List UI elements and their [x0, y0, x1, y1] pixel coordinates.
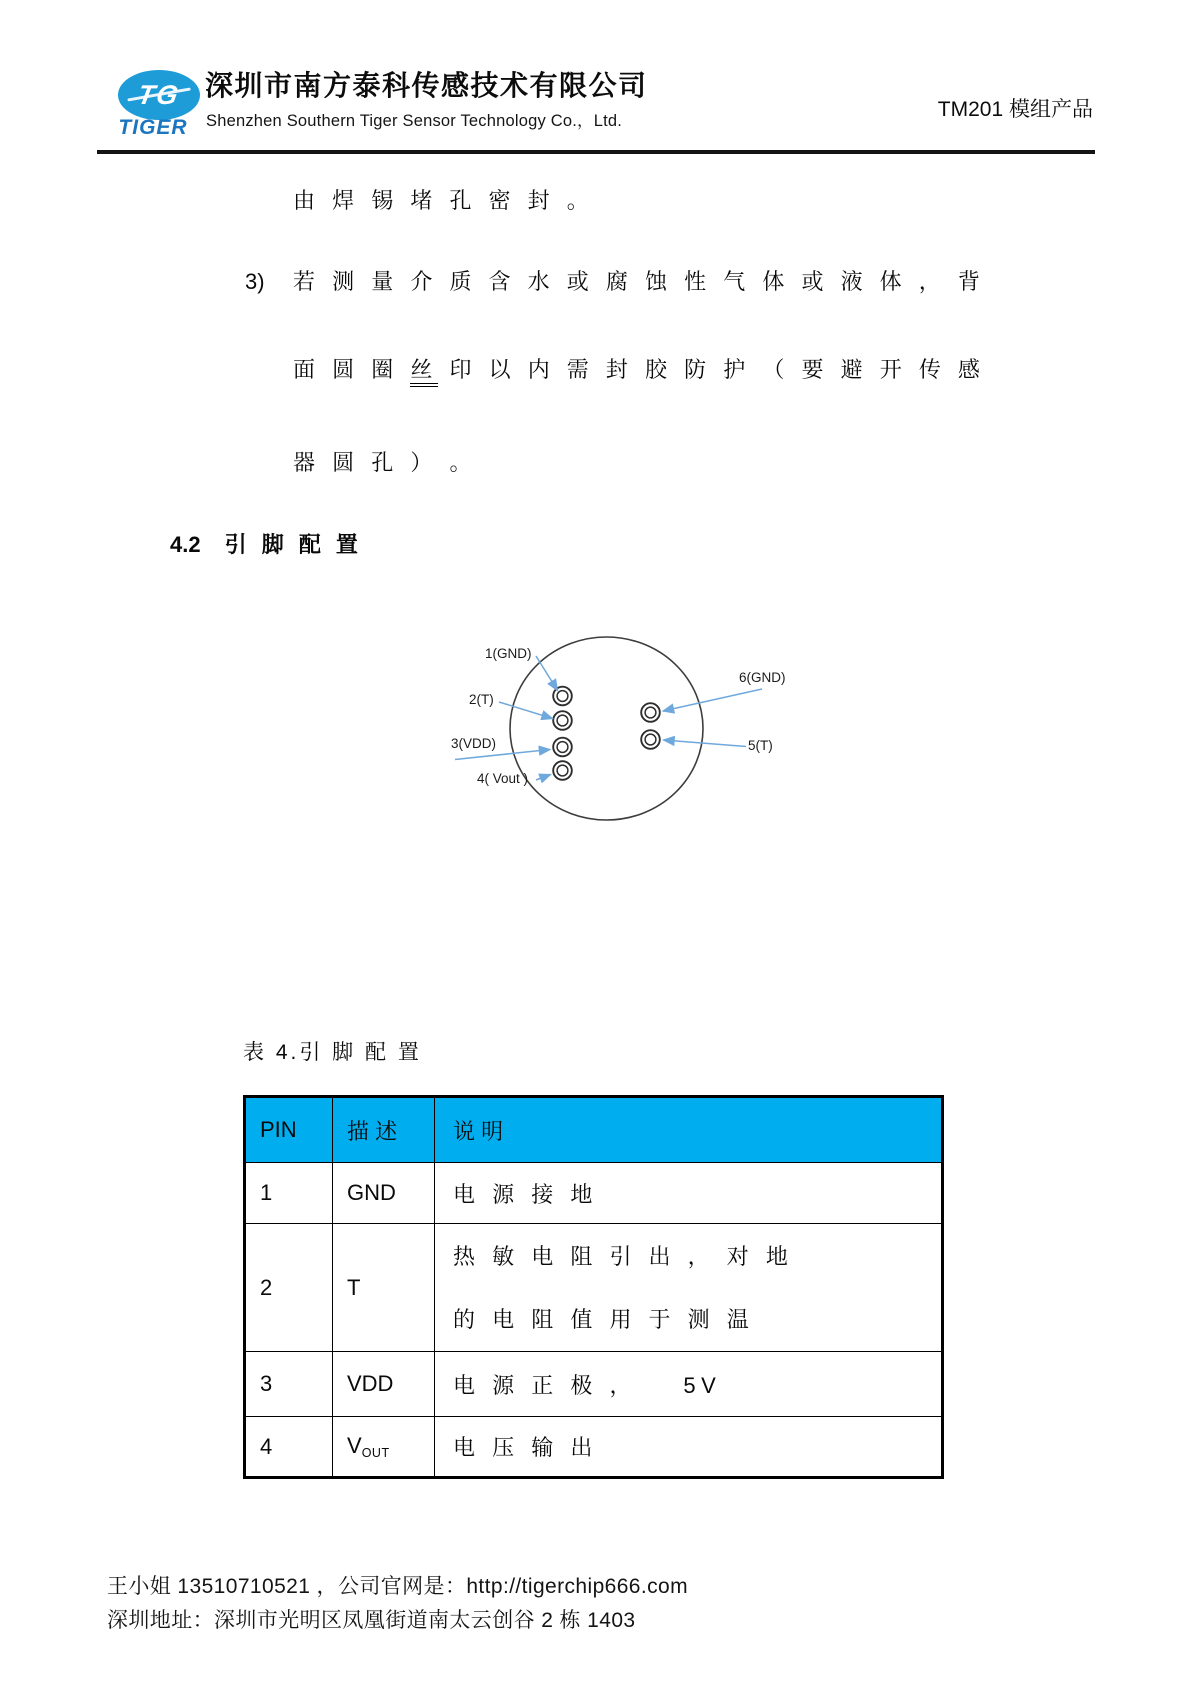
table-row [245, 1352, 943, 1417]
marked-character: 丝 [410, 357, 438, 387]
pin-number-cell: 4 [245, 1417, 333, 1478]
list-item-marker: 3) [245, 269, 265, 294]
pin-desc-cell: VDD [333, 1352, 435, 1417]
pin-label-4: 4( Vout ) [477, 771, 529, 786]
pin-label-3: 3(VDD) [451, 736, 497, 751]
table-header-desc: 描 述 [333, 1097, 435, 1163]
table-row [245, 1163, 943, 1224]
arrow-pin-1 [536, 656, 558, 691]
pin-3-hole [553, 738, 572, 757]
pin-label-6: 6(GND) [739, 670, 786, 685]
body-paragraph-line: 器 圆 孔 ） 。 [293, 450, 477, 475]
arrow-pin-4 [536, 775, 551, 781]
company-name-english: Shenzhen Southern Tiger Sensor Technology Co.，Ltd. [206, 112, 623, 130]
product-label: TM201 模组产品 [937, 98, 1093, 121]
body-paragraph-line: 面 圆 圈 丝 印 以 内 需 封 胶 防 护 （ 要 避 开 传 感 [293, 355, 985, 385]
table-row [245, 1417, 943, 1478]
pin-desc-cell: GND [333, 1163, 435, 1224]
vout-subscript: OUT [361, 1446, 390, 1460]
pin-6-hole [641, 703, 660, 722]
footer-address-line: 深圳地址：深圳市光明区凤凰街道南太云创谷 2 栋 1403 [107, 1609, 636, 1632]
section-heading [170, 528, 362, 559]
logo-monogram: TG [135, 79, 183, 110]
sensor-body-circle [510, 637, 703, 820]
table-header-row [245, 1097, 943, 1163]
arrow-pin-2 [499, 702, 553, 719]
pin-diagram [400, 620, 840, 855]
section-number: 4.2 [170, 532, 201, 557]
table-caption: 表 4.引 脚 配 置 [243, 1041, 422, 1064]
pin-number-cell: 3 [245, 1352, 333, 1417]
pin-number-cell: 1 [245, 1163, 333, 1224]
pin-5-hole [641, 730, 660, 749]
company-name-chinese: 深圳市南方泰科传感技术有限公司 [205, 70, 648, 101]
arrow-pin-6 [663, 689, 762, 711]
pin-label-2: 2(T) [469, 692, 494, 707]
table-header-note: 说 明 [435, 1097, 943, 1163]
pin-note-cell: 电 压 输 出 [435, 1417, 943, 1478]
list-item-3: 3) 若 测 量 介 质 含 水 或 腐 蚀 性 气 体 或 液 体 ， 背 [245, 267, 985, 297]
header-divider [97, 150, 1095, 154]
body-paragraph-line: 由 焊 锡 堵 孔 密 封 。 [293, 188, 595, 213]
pin-label-5: 5(T) [748, 738, 773, 753]
pin-note-cell: 电 源 接 地 [435, 1163, 943, 1224]
table-header-pin: PIN [245, 1097, 333, 1163]
section-title: 引 脚 配 置 [224, 532, 363, 557]
pin-note-cell: 热 敏 电 阻 引 出 ， 对 地 的 电 阻 值 用 于 测 温 [435, 1224, 943, 1352]
pin-note-cell: 电 源 正 极 ， 5V [435, 1352, 943, 1417]
pin-desc-cell: $V_{OUT}$ [333, 1417, 435, 1478]
table-row [245, 1224, 943, 1352]
pin-config-table [243, 1095, 944, 1479]
pin-2-hole [553, 711, 572, 730]
pin-desc-cell: T [333, 1224, 435, 1352]
pin-number-cell: 2 [245, 1224, 333, 1352]
arrow-pin-3 [455, 750, 550, 760]
company-logo-icon [118, 70, 200, 120]
footer-contact-line: 王小姐 13510710521 ，公司官网是：http://tigerchip666.com [107, 1575, 688, 1598]
arrow-pin-5 [664, 740, 747, 747]
pin-4-hole [553, 761, 572, 780]
logo-wordmark: TIGER [118, 116, 188, 139]
pin-label-1: 1(GND) [485, 646, 532, 661]
